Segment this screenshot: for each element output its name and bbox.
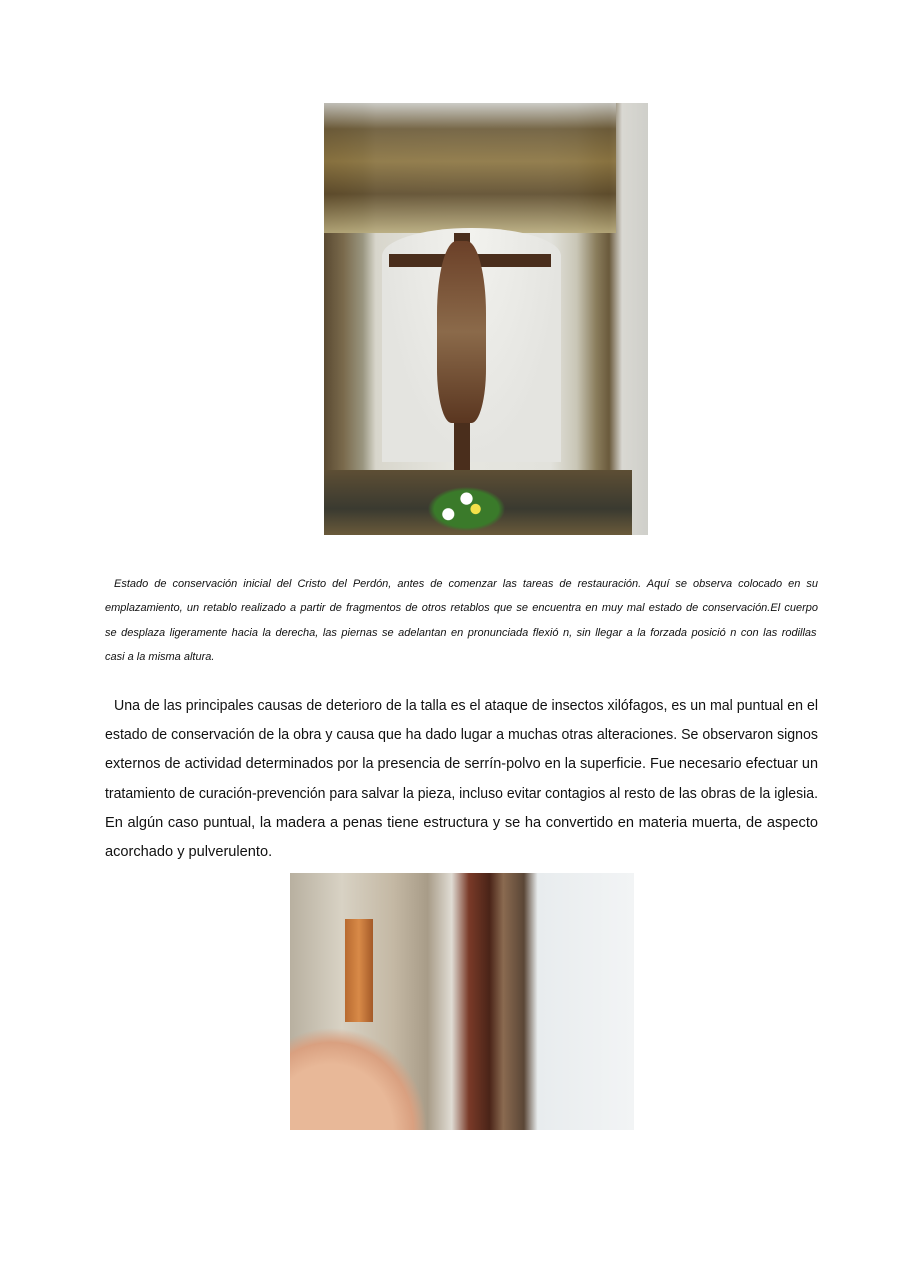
paragraph-line: tratamiento de curación-prevención para salvar la pieza, incluso evitar contagios al resto de las obras de la iglesia. [105, 785, 818, 802]
paragraph-line: estado de conservación de la obra y causa que ha dado lugar a muchas otras alteraciones. Se observaron signos [105, 727, 818, 744]
hand [290, 1027, 428, 1130]
body-paragraph [105, 692, 818, 867]
caption-line: casi a la misma altura. [105, 650, 215, 663]
retablo-top [324, 103, 616, 233]
wood-damage-photo [290, 873, 634, 1130]
christ-figure [437, 241, 486, 422]
caption-line: Estado de conservación inicial del Cristo del Perdón, antes de comenzar las tareas de restauración. Aquí se observa colocado en su [114, 578, 818, 590]
flower-arrangement [421, 483, 512, 535]
figure-caption [105, 572, 818, 669]
paragraph-line: externos de actividad determinados por la presencia de serrín-polvo en la superficie. Fue necesario efectuar un [105, 756, 818, 773]
paragraph-line: acorchado y pulverulento. [105, 843, 273, 860]
exposed-wood [345, 919, 373, 1022]
caption-line: emplazamiento, un retablo realizado a partir de fragmentos de otros retablos que se encuentra en muy mal estado de conservación.El cuerpo [105, 602, 818, 615]
paragraph-line: En algún caso puntual, la madera a penas tiene estructura y se ha convertido en materia muerta, de aspecto [105, 814, 818, 831]
cristo-retablo-photo [324, 103, 648, 535]
paragraph-line: Una de las principales causas de deterioro de la talla es el ataque de insectos xilófagos, es un mal puntual en el [114, 698, 818, 714]
caption-line: se desplaza ligeramente hacia la derecha, las piernas se adelantan en pronunciada flexió n, sin llegar a la forzada posició n con las rodillas [105, 626, 817, 639]
